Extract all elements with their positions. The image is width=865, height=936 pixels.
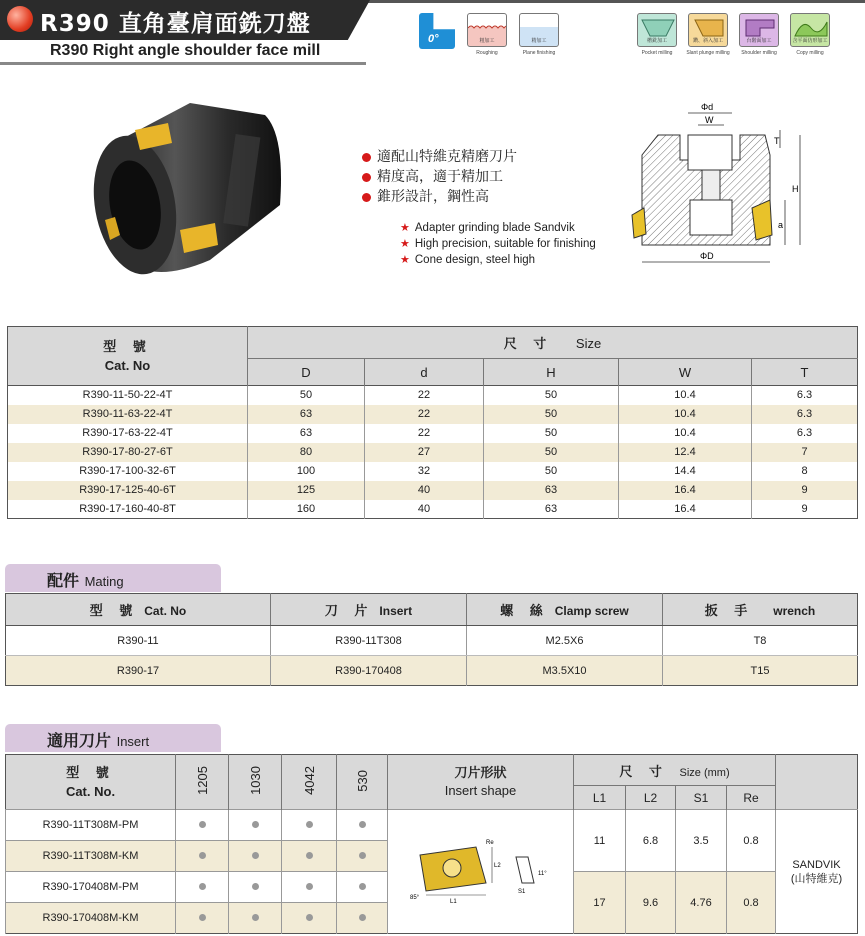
available-dot-icon [252,883,259,890]
col-d-header: D [248,359,365,386]
shoulder-milling-icon [739,13,779,47]
col-small-d-header: d [365,359,484,386]
grade-dot-cell [229,903,282,934]
mating-cat-header [6,594,271,626]
header-en: Cat. No [144,604,187,618]
mating-cell: R390-11 [6,626,271,656]
size-table-row [8,405,858,424]
size-table-row [8,462,858,481]
plane-finishing-icon [519,13,559,47]
insert-cat-header [6,755,176,810]
mating-wrench-header [663,594,858,626]
pocket-icon-cn: 槽銑加工 [646,38,667,44]
size-cell: 63 [248,405,365,424]
size-cell: 7 [752,443,858,462]
feature-cn-item [362,147,517,167]
available-dot-icon [252,852,259,859]
star-icon: ★ [400,238,410,250]
mating-cell: R390-11T308 [271,626,467,656]
mating-cell: M2.5X6 [467,626,663,656]
cat-no-cell: R390-17-80-27-6T [8,443,248,462]
shape-85: 85° [409,895,419,901]
page-subtitle: R390 Right angle shoulder face mill [50,42,321,59]
grade-label: 1030 [247,766,263,795]
feature-text: 精度高，適于精加工 [377,169,503,185]
available-dot-icon [252,821,259,828]
mating-tab [5,564,221,592]
shape-l2: L2 [493,863,501,869]
col-w-header: W [619,359,752,386]
insert-shape-header [388,755,574,810]
insert-title-cn: 適用刀片 [47,731,112,750]
shape-cn: 刀片形狀 [454,765,507,780]
size-cell: 50 [484,405,619,424]
red-bullet-icon [362,153,371,162]
size-cell: 80 [248,443,365,462]
col-s1-header: S1 [676,786,727,810]
grade-dot-cell [229,872,282,903]
features-en [400,220,596,268]
mating-table-row [6,656,858,686]
header-en: Clamp screw [554,604,629,618]
col-re-header: Re [727,786,776,810]
insert-tab [5,724,221,752]
size-cell: 8 [752,462,858,481]
shape-s1: S1 [517,889,525,895]
page-title: R390 直角臺肩面銑刀盤 [40,11,311,37]
header-cn: 刀 片 [324,604,374,619]
feature-en-item [400,252,596,268]
plunge-icon-cn: 鑽、斜入加工 [692,38,723,44]
size-cell: 16.4 [619,481,752,500]
top-rule [360,0,865,3]
cat-no-en: Cat. No [104,357,151,373]
grade-dot-cell [282,872,337,903]
insert-cat-en: Cat. No. [65,783,116,799]
dim-big-d: ΦD [700,251,714,261]
pocket-milling-icon [637,13,677,47]
insert-cat-cell: R390-11T308M-KM [6,841,176,872]
col-l2-header: L2 [626,786,676,810]
col-t-header: T [752,359,858,386]
feature-en-item [400,220,596,236]
header-cn: 螺 絲 [500,604,549,619]
available-dot-icon [359,821,366,828]
shape-en: Insert shape [444,783,517,798]
size-cell: 6.3 [752,405,858,424]
available-dot-icon [359,914,366,921]
shoulder-icon-cn: 台階面加工 [746,38,772,44]
grade-dot-cell [282,903,337,934]
plunge-caption: Slant plunge milling [686,50,730,56]
size-table-row [8,500,858,519]
technical-drawing [630,100,810,268]
cat-no-cell: R390-11-50-22-4T [8,386,248,405]
size-cell: 22 [365,405,484,424]
available-dot-icon [306,852,313,859]
size-table [7,326,858,519]
cat-no-header [8,327,248,386]
size-cell: 50 [484,443,619,462]
grade-1030-header [229,755,282,810]
available-dot-icon [359,852,366,859]
size-l1-cell: 17 [574,872,626,934]
grade-1205-header [176,755,229,810]
brand-cell [776,810,858,934]
grade-dot-cell [282,810,337,841]
size-cell: 40 [365,500,484,519]
size-cell: 63 [484,481,619,500]
features-cn [362,147,517,207]
size-cell: 16.4 [619,500,752,519]
slant-plunge-icon [688,13,728,47]
size-l2-cell: 6.8 [626,810,676,872]
mating-title-en: Mating [84,574,124,589]
cat-no-cell: R390-17-160-40-8T [79,502,176,515]
grade-dot-cell [282,841,337,872]
available-dot-icon [252,914,259,921]
grade-4042-header [282,755,337,810]
size-table-row [8,481,858,500]
red-bullet-icon [362,193,371,202]
size-cell: 160 [248,500,365,519]
grade-label: 530 [354,769,370,792]
mating-title-cn: 配件 [47,571,80,590]
angle-zero-label: 0° [428,33,439,45]
header-en: wrench [773,604,816,618]
mating-table [5,593,858,686]
finishing-caption: Plane finishing [522,50,556,56]
insert-size-cn: 尺 寸 [619,764,668,780]
shoulder-caption: Shoulder milling [741,50,777,56]
feature-text: Cone design, steel high [414,254,536,266]
page-header [0,0,390,70]
col-h-header: H [484,359,619,386]
pocket-caption: Pocket milling [641,50,673,56]
feature-text: 適配山特維克精磨刀片 [377,149,517,165]
grade-dot-cell [229,810,282,841]
mating-cell: R390-170408 [271,656,467,686]
mating-title [47,568,124,591]
roughing-icon [467,13,507,47]
size-cell: 22 [365,424,484,443]
grade-dot-cell [176,872,229,903]
insert-cat-cn: 型 號 [66,765,115,781]
size-cell: 50 [248,386,365,405]
roughing-caption: Roughing [476,50,498,56]
size-cell: 50 [484,462,619,481]
dim-h: H [792,184,799,194]
mating-cell: M3.5X10 [467,656,663,686]
dim-t: T [774,136,780,146]
header-cn: 扳 手 [704,604,754,619]
copy-milling-icon [790,13,830,47]
cat-no-cell: R390-17-63-22-4T [82,427,173,439]
size-table-row [8,424,858,443]
feature-text: Adapter grinding blade Sandvik [414,222,575,234]
size-group-header [248,327,858,359]
available-dot-icon [199,852,206,859]
size-cell: 22 [365,386,484,405]
dim-a: a [778,220,784,230]
header-en: Insert [379,604,413,618]
size-s1-cell: 3.5 [676,810,727,872]
size-s1-cell: 4.76 [676,872,727,934]
cat-no-cell: R390-17-100-32-6T [79,465,176,477]
insert-size-en: Size (mm) [679,766,730,779]
available-dot-icon [199,883,206,890]
feature-text: High precision, suitable for finishing [414,238,596,250]
mating-cell: R390-17 [6,656,271,686]
grade-dot-cell [337,872,388,903]
header-cn: 型 號 [89,604,139,619]
star-icon: ★ [400,222,410,234]
insert-shape-cell [388,810,574,934]
star-icon: ★ [400,254,410,266]
red-bullet-icon [362,173,371,182]
size-cell: 14.4 [619,462,752,481]
size-cell: 50 [484,386,619,405]
size-en: Size [575,336,602,351]
grade-dot-cell [176,841,229,872]
cat-no-cn: 型 號 [103,339,152,355]
mating-cell: T8 [663,626,858,656]
mating-insert-header [271,594,467,626]
available-dot-icon [306,914,313,921]
grade-dot-cell [337,810,388,841]
feature-en-item [400,236,596,252]
size-cell: 27 [365,443,484,462]
cat-no-cell: R390-17-125-40-6T [8,481,248,500]
face-mill-image [80,95,310,295]
grade-dot-cell [337,903,388,934]
grade-dot-cell [229,841,282,872]
shape-re: Re [485,840,494,846]
finishing-icon-cn: 精加工 [531,38,547,44]
size-cell: 9 [752,481,858,500]
feature-cn-item [362,187,517,207]
insert-row [6,810,858,841]
size-cell: 9 [752,500,858,519]
size-re-cell: 0.8 [727,810,776,872]
available-dot-icon [199,821,206,828]
insert-size-header [574,755,776,786]
brand-name: SANDVIK [792,858,841,871]
size-l2-cell: 9.6 [626,872,676,934]
insert-cat-cell: R390-170408M-KM [6,903,176,934]
size-cell: 63 [484,500,619,519]
roughing-icon-cn: 粗加工 [479,38,495,44]
size-cn: 尺 寸 [503,337,553,352]
size-cell: 32 [365,462,484,481]
dim-d: Φd [701,102,714,112]
size-cell: 63 [248,424,365,443]
size-table-row [8,386,858,405]
size-cell: 100 [248,462,365,481]
red-dot-icon [7,6,33,32]
dim-w: W [705,115,714,125]
mating-table-row [6,626,858,656]
size-cell: 125 [248,481,365,500]
insert-cat-cell: R390-170408M-PM [6,872,176,903]
copy-caption: Copy milling [796,50,824,56]
brand-name-cn: (山特維克) [790,872,843,885]
grade-530-header [337,755,388,810]
col-l1-header: L1 [574,786,626,810]
grade-dot-cell [176,903,229,934]
insert-shape-drawing [406,835,556,905]
size-cell: 10.4 [619,386,752,405]
size-table-row [8,443,858,462]
size-re-cell: 0.8 [727,872,776,934]
insert-cat-cell: R390-11T308M-PM [6,810,176,841]
shape-l1: L1 [449,899,457,905]
available-dot-icon [359,883,366,890]
available-dot-icon [199,914,206,921]
size-cell: 10.4 [619,424,752,443]
size-cell: 50 [484,424,619,443]
shape-11: 11° [537,871,547,877]
cat-no-cell: R390-11-63-22-4T [8,405,248,424]
size-cell: 10.4 [619,405,752,424]
grade-label: 4042 [301,766,317,795]
size-l1-cell: 11 [574,810,626,872]
insert-title-en: Insert [116,734,150,749]
available-dot-icon [306,883,313,890]
feature-cn-item [362,167,517,187]
brand-header [776,755,858,810]
mating-screw-header [467,594,663,626]
size-cell: 6.3 [752,386,858,405]
grade-dot-cell [337,841,388,872]
insert-title [47,728,149,751]
grade-dot-cell [176,810,229,841]
copy-icon-cn: 含平面仿形加工 [792,38,828,44]
feature-text: 錐形設計，鋼性高 [377,189,489,205]
mating-cell: T15 [663,656,858,686]
size-cell: 6.3 [752,424,858,443]
grade-label: 1205 [194,766,210,795]
header-underline [0,62,366,65]
available-dot-icon [306,821,313,828]
insert-table [5,754,858,934]
size-cell: 12.4 [619,443,752,462]
size-cell: 40 [365,481,484,500]
